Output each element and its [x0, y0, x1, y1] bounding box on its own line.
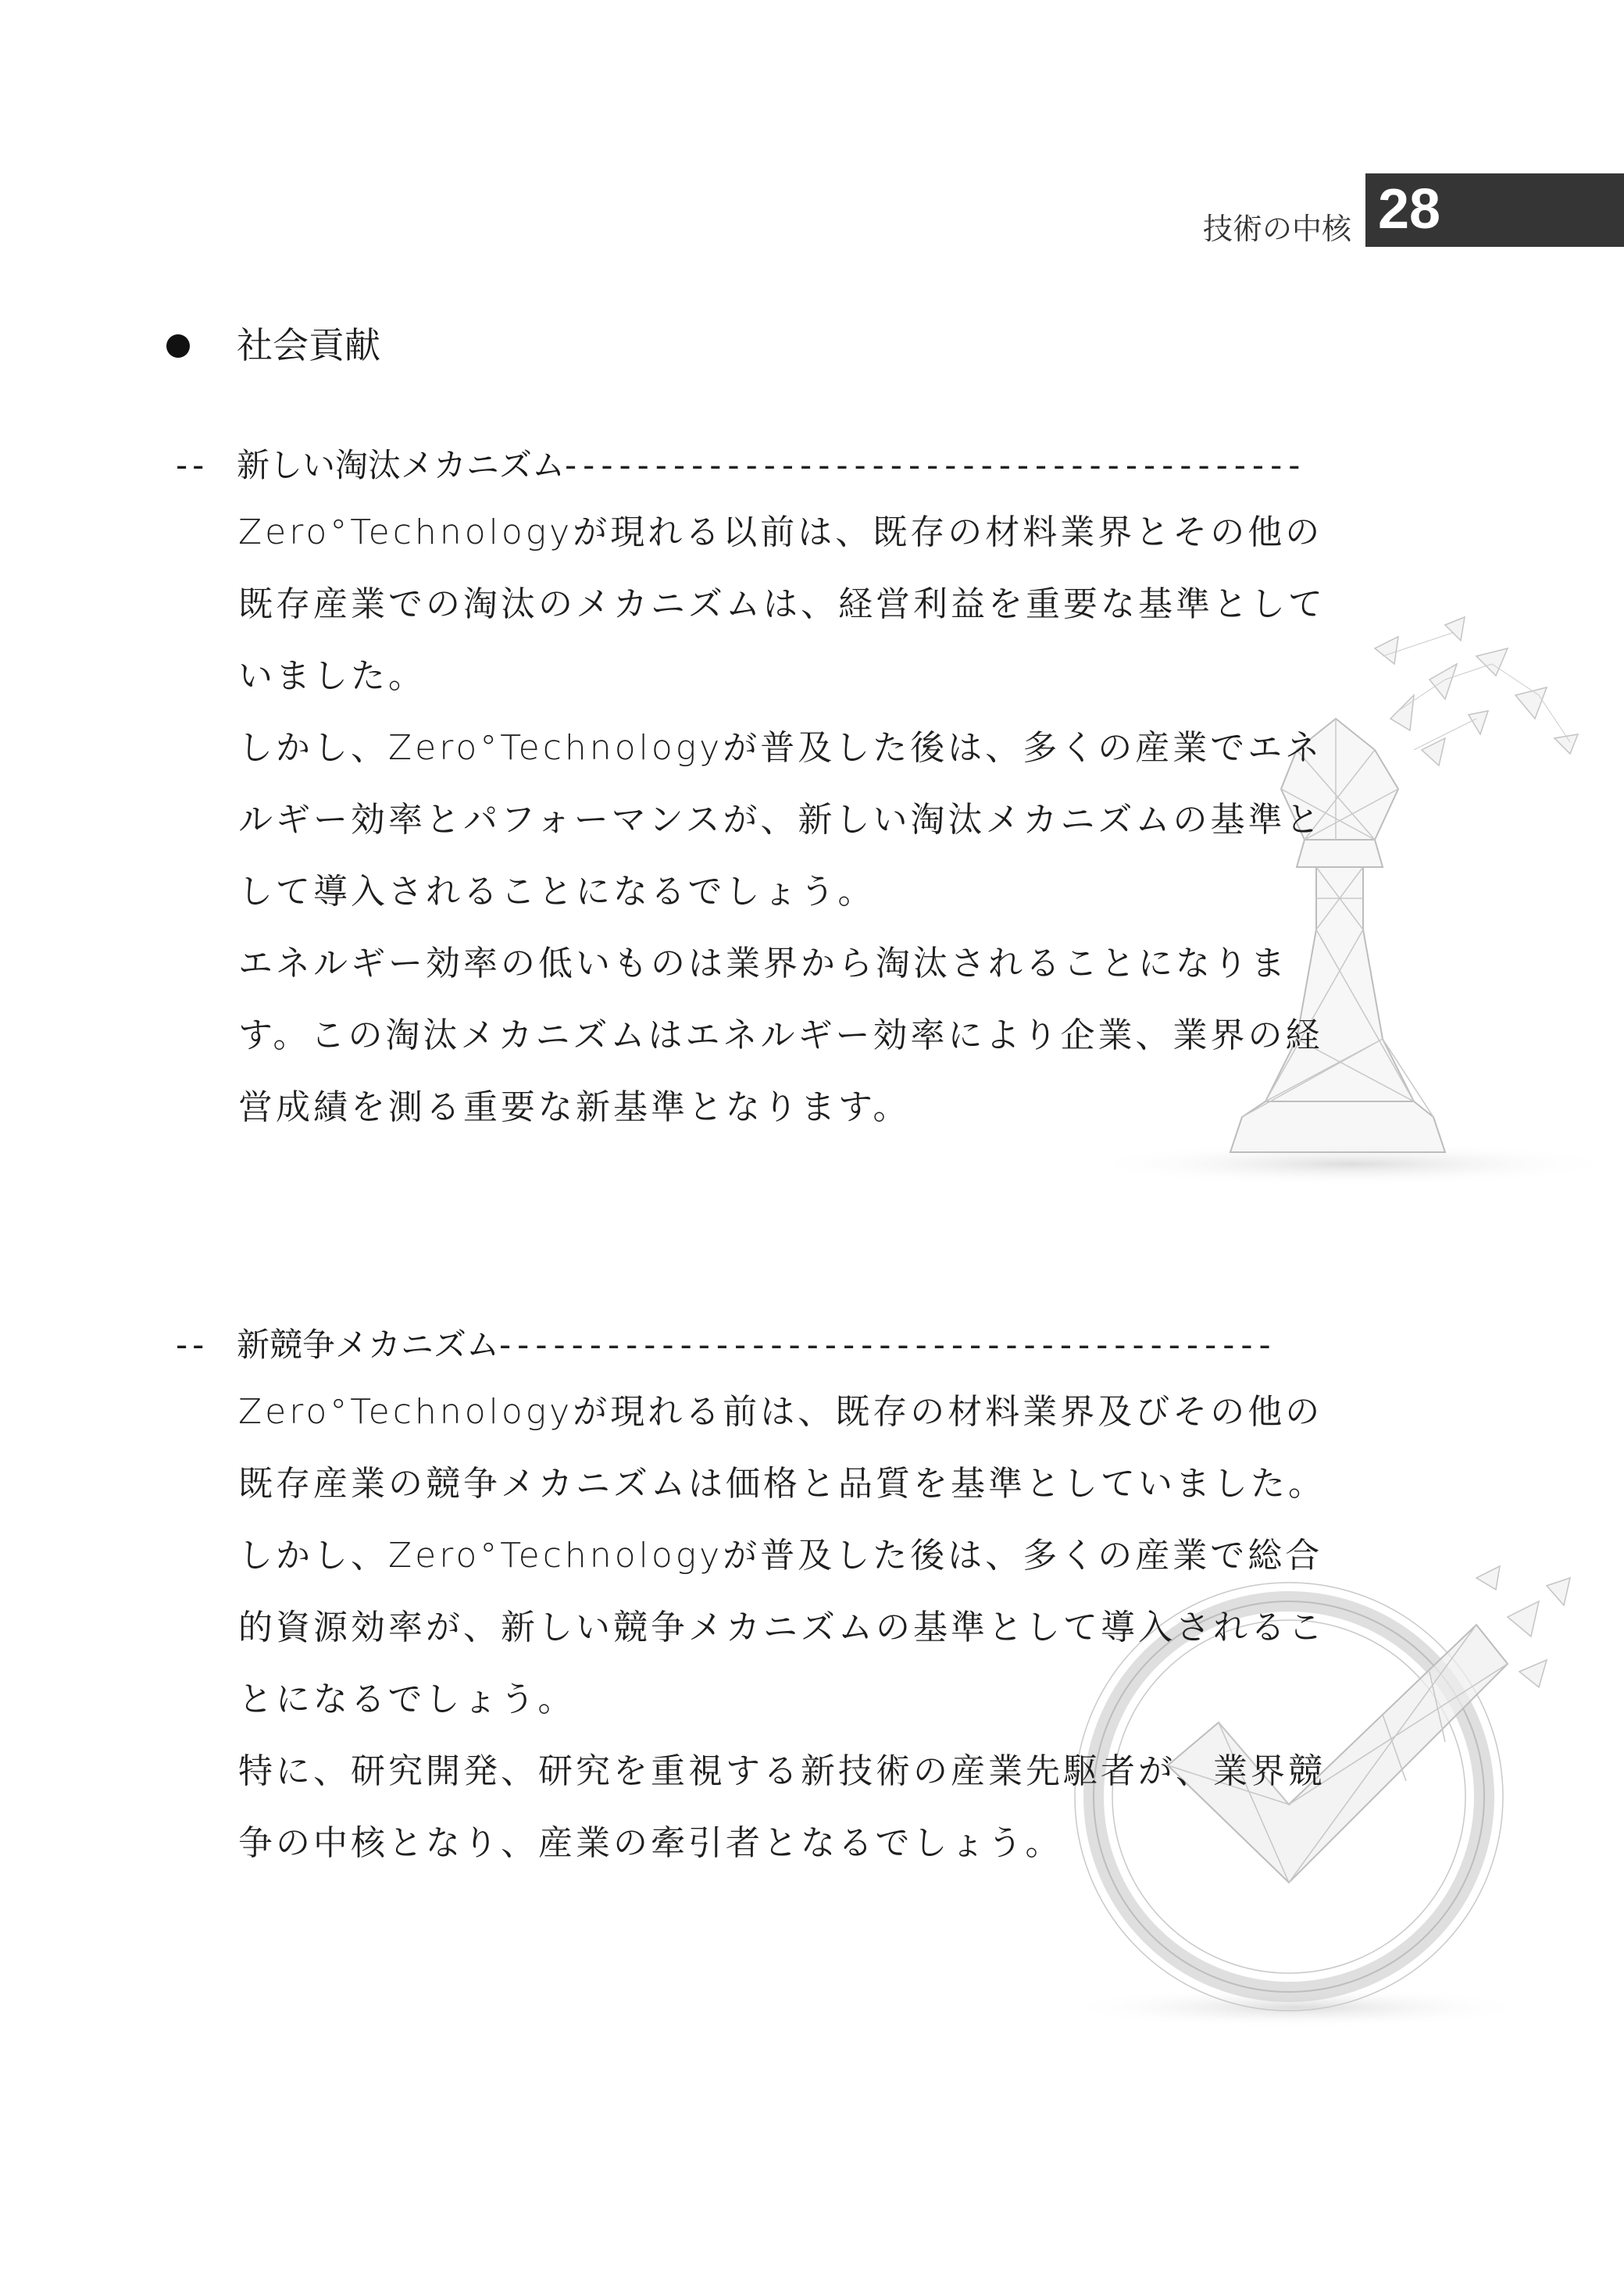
sub-heading-label: 新競争メカニズム	[237, 1326, 500, 1364]
chapter-label: 技術の中核	[1202, 212, 1351, 246]
sub-heading-label: 新しい淘汰メカニズム	[237, 446, 566, 484]
paragraph: しかし、Zero°Technologyが普及した後は、多くの産業でエネルギー効率とパフォーマンスが、新しい淘汰メカニズムの基準として導入されることになるでしょう。	[238, 728, 1323, 912]
section-title: 社会貢献	[237, 324, 380, 366]
sub-heading-selection: -- 新しい淘汰メカニズム-----------------------------------------	[176, 446, 1307, 484]
sub-heading-competition: -- 新競争メカニズム-------------------------------------------	[176, 1326, 1277, 1364]
text-block	[238, 497, 1355, 1144]
paragraph: 特に、研究開発、研究を重視する新技術の産業先駆者が、業界競争の中核となり、産業の牽引者となるでしょう。	[238, 1751, 1326, 1863]
page-number: 28	[1378, 178, 1441, 241]
paragraph: エネルギー効率の低いものは業界から淘汰されることになります。この淘汰メカニズムはエネルギー効率により企業、業界の経営成績を測る重要な新基準となります。	[238, 944, 1323, 1127]
paragraph: しかし、Zero°Technologyが普及した後は、多くの産業で総合的資源効率が、新しい競争メカニズムの基準として導入されることになるでしょう。	[238, 1536, 1326, 1719]
paragraph: Zero°Technologyが現れる前は、既存の材料業界及びその他の既存産業の競争メカニズムは価格と品質を基準としていました。	[238, 1392, 1326, 1504]
text-block	[238, 1376, 1355, 1879]
page-number-badge	[1365, 173, 1624, 247]
paragraph: Zero°Technologyが現れる以前は、既存の材料業界とその他の既存産業での淘汰のメカニズムは、経営利益を重要な基準としていました。	[238, 512, 1326, 696]
bullet-icon	[166, 334, 190, 358]
